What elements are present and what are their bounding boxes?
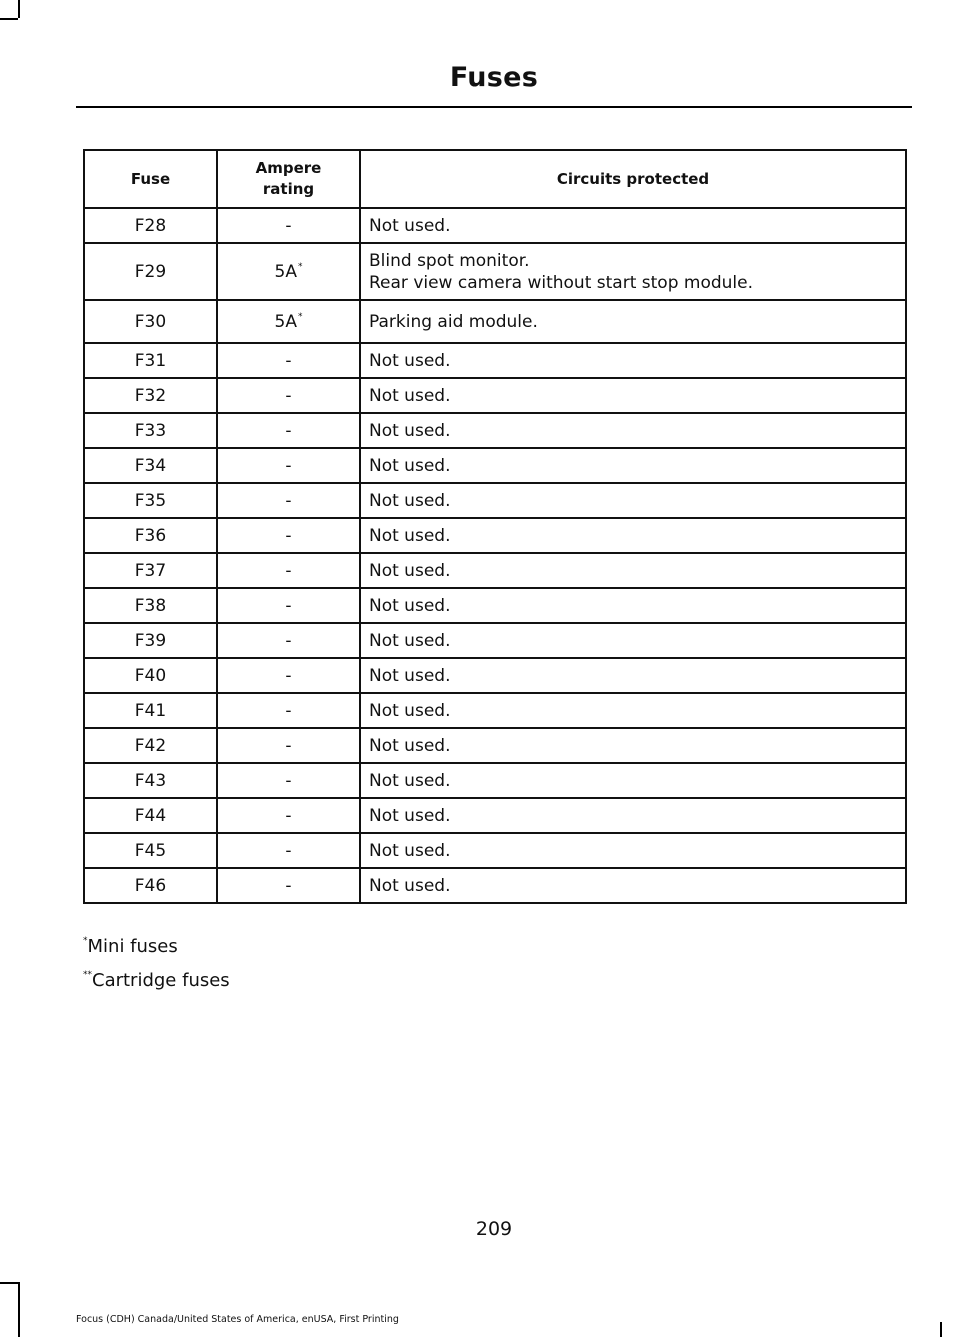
footnote-text: Mini fuses: [87, 936, 178, 957]
circuits-protected-cell: [360, 300, 906, 343]
footnote-mark: *: [83, 936, 88, 946]
ampere-value: -: [285, 560, 292, 581]
page-title: Fuses: [449, 62, 539, 93]
circuits-protected-cell: [360, 343, 906, 378]
table-row: [84, 763, 906, 798]
circuits-protected-cell: [360, 378, 906, 413]
page-number: 209: [475, 1218, 513, 1240]
table-row: [84, 833, 906, 868]
ampere-value: 5A: [274, 311, 297, 332]
header-fuse: Fuse: [84, 150, 217, 208]
ampere-value: -: [285, 595, 292, 616]
document-footer: Focus (CDH) Canada/United States of America, enUSA, First Printing: [76, 1314, 399, 1325]
table-row: [84, 623, 906, 658]
ampere-value: -: [285, 770, 292, 791]
footnote-mini-fuses: [83, 936, 178, 957]
title-divider: [76, 106, 912, 108]
fuse-id-cell: F29: [84, 243, 217, 300]
ampere-value: -: [285, 700, 292, 721]
fuse-id-cell: F31: [84, 343, 217, 378]
circuit-line: Not used.: [369, 595, 451, 616]
fuse-id-cell: F28: [84, 208, 217, 243]
ampere-rating-cell: [217, 243, 360, 300]
table-row: [84, 300, 906, 343]
fuse-id-cell: F37: [84, 553, 217, 588]
crop-mark: [0, 1282, 18, 1284]
fuse-id-cell: F40: [84, 658, 217, 693]
fuse-id-cell: F32: [84, 378, 217, 413]
circuit-line: Not used.: [369, 525, 451, 546]
circuits-protected-cell: [360, 553, 906, 588]
footnote-marker: *: [297, 261, 303, 272]
ampere-rating-cell: [217, 658, 360, 693]
ampere-rating-cell: [217, 483, 360, 518]
table-row: [84, 448, 906, 483]
table-header-row: [84, 150, 906, 208]
fuse-id-cell: F30: [84, 300, 217, 343]
ampere-rating-cell: [217, 868, 360, 903]
ampere-rating-cell: [217, 728, 360, 763]
circuit-line: Not used.: [369, 215, 451, 236]
circuits-protected-cell: [360, 243, 906, 300]
circuits-protected-cell: [360, 588, 906, 623]
fuse-id-cell: F38: [84, 588, 217, 623]
circuit-line: Rear view camera without start stop module.: [369, 272, 754, 293]
ampere-rating-cell: [217, 448, 360, 483]
ampere-rating-cell: [217, 763, 360, 798]
circuits-protected-cell: [360, 728, 906, 763]
fuse-id-cell: F35: [84, 483, 217, 518]
ampere-value: -: [285, 805, 292, 826]
crop-mark: [940, 1322, 942, 1337]
ampere-rating-cell: [217, 343, 360, 378]
circuits-protected-cell: [360, 623, 906, 658]
circuits-protected-cell: [360, 833, 906, 868]
fuse-id-cell: F46: [84, 868, 217, 903]
crop-mark: [18, 1282, 20, 1337]
circuits-protected-cell: [360, 658, 906, 693]
fuse-id-cell: F34: [84, 448, 217, 483]
circuit-line: Blind spot monitor.: [369, 250, 530, 271]
circuit-line: Not used.: [369, 350, 451, 371]
circuits-protected-cell: [360, 693, 906, 728]
circuit-line: Not used.: [369, 805, 451, 826]
ampere-rating-cell: [217, 623, 360, 658]
circuit-line: Not used.: [369, 455, 451, 476]
circuit-line: Not used.: [369, 735, 451, 756]
ampere-rating-cell: [217, 553, 360, 588]
table-row: [84, 413, 906, 448]
circuits-protected-cell: [360, 518, 906, 553]
table-row: [84, 728, 906, 763]
ampere-value: -: [285, 385, 292, 406]
circuit-line: Not used.: [369, 385, 451, 406]
ampere-rating-cell: [217, 378, 360, 413]
ampere-value: 5A: [274, 261, 297, 282]
footnote-cartridge-fuses: [83, 970, 230, 991]
circuit-line: Not used.: [369, 840, 451, 861]
fuse-id-cell: F33: [84, 413, 217, 448]
ampere-rating-cell: [217, 208, 360, 243]
ampere-value: -: [285, 455, 292, 476]
ampere-value: -: [285, 490, 292, 511]
circuits-protected-cell: [360, 413, 906, 448]
circuits-protected-cell: [360, 208, 906, 243]
table-row: [84, 658, 906, 693]
table-row: [84, 588, 906, 623]
fuse-id-cell: F44: [84, 798, 217, 833]
circuit-line: Not used.: [369, 770, 451, 791]
crop-mark: [18, 0, 20, 18]
circuits-protected-cell: [360, 448, 906, 483]
table-row: [84, 378, 906, 413]
footnote-marker: *: [297, 311, 303, 322]
table-row: [84, 518, 906, 553]
ampere-rating-cell: [217, 413, 360, 448]
circuits-protected-cell: [360, 483, 906, 518]
table-row: [84, 798, 906, 833]
header-ampere-rating: Ampere rating: [217, 150, 360, 208]
table-row: [84, 208, 906, 243]
table-row: [84, 868, 906, 903]
fuse-id-cell: F41: [84, 693, 217, 728]
fuse-id-cell: F45: [84, 833, 217, 868]
header-circuits-protected: Circuits protected: [360, 150, 906, 208]
circuits-protected-cell: [360, 763, 906, 798]
circuit-line: Not used.: [369, 875, 451, 896]
circuits-protected-cell: [360, 798, 906, 833]
table-row: [84, 243, 906, 300]
fuse-id-cell: F39: [84, 623, 217, 658]
ampere-value: -: [285, 875, 292, 896]
ampere-value: -: [285, 350, 292, 371]
table-row: [84, 343, 906, 378]
ampere-rating-cell: [217, 693, 360, 728]
table-row: [84, 483, 906, 518]
ampere-value: -: [285, 630, 292, 651]
fuse-id-cell: F42: [84, 728, 217, 763]
fuse-table-body: [84, 208, 906, 903]
ampere-rating-cell: [217, 798, 360, 833]
circuit-line: Not used.: [369, 665, 451, 686]
ampere-rating-cell: [217, 588, 360, 623]
table-row: [84, 553, 906, 588]
ampere-value: -: [285, 665, 292, 686]
ampere-value: -: [285, 735, 292, 756]
crop-mark: [0, 18, 18, 20]
circuit-line: Not used.: [369, 560, 451, 581]
ampere-rating-cell: [217, 833, 360, 868]
ampere-value: -: [285, 420, 292, 441]
circuit-line: Not used.: [369, 420, 451, 441]
ampere-rating-cell: [217, 300, 360, 343]
fuse-id-cell: F36: [84, 518, 217, 553]
footnote-text: Cartridge fuses: [92, 970, 230, 991]
ampere-value: -: [285, 215, 292, 236]
fuse-id-cell: F43: [84, 763, 217, 798]
ampere-value: -: [285, 840, 292, 861]
circuit-line: Parking aid module.: [369, 311, 538, 332]
fuse-table: [83, 149, 907, 904]
circuit-line: Not used.: [369, 490, 451, 511]
circuit-line: Not used.: [369, 630, 451, 651]
ampere-value: -: [285, 525, 292, 546]
table-row: [84, 693, 906, 728]
ampere-rating-cell: [217, 518, 360, 553]
circuit-line: Not used.: [369, 700, 451, 721]
footnote-mark: **: [83, 970, 92, 980]
circuits-protected-cell: [360, 868, 906, 903]
